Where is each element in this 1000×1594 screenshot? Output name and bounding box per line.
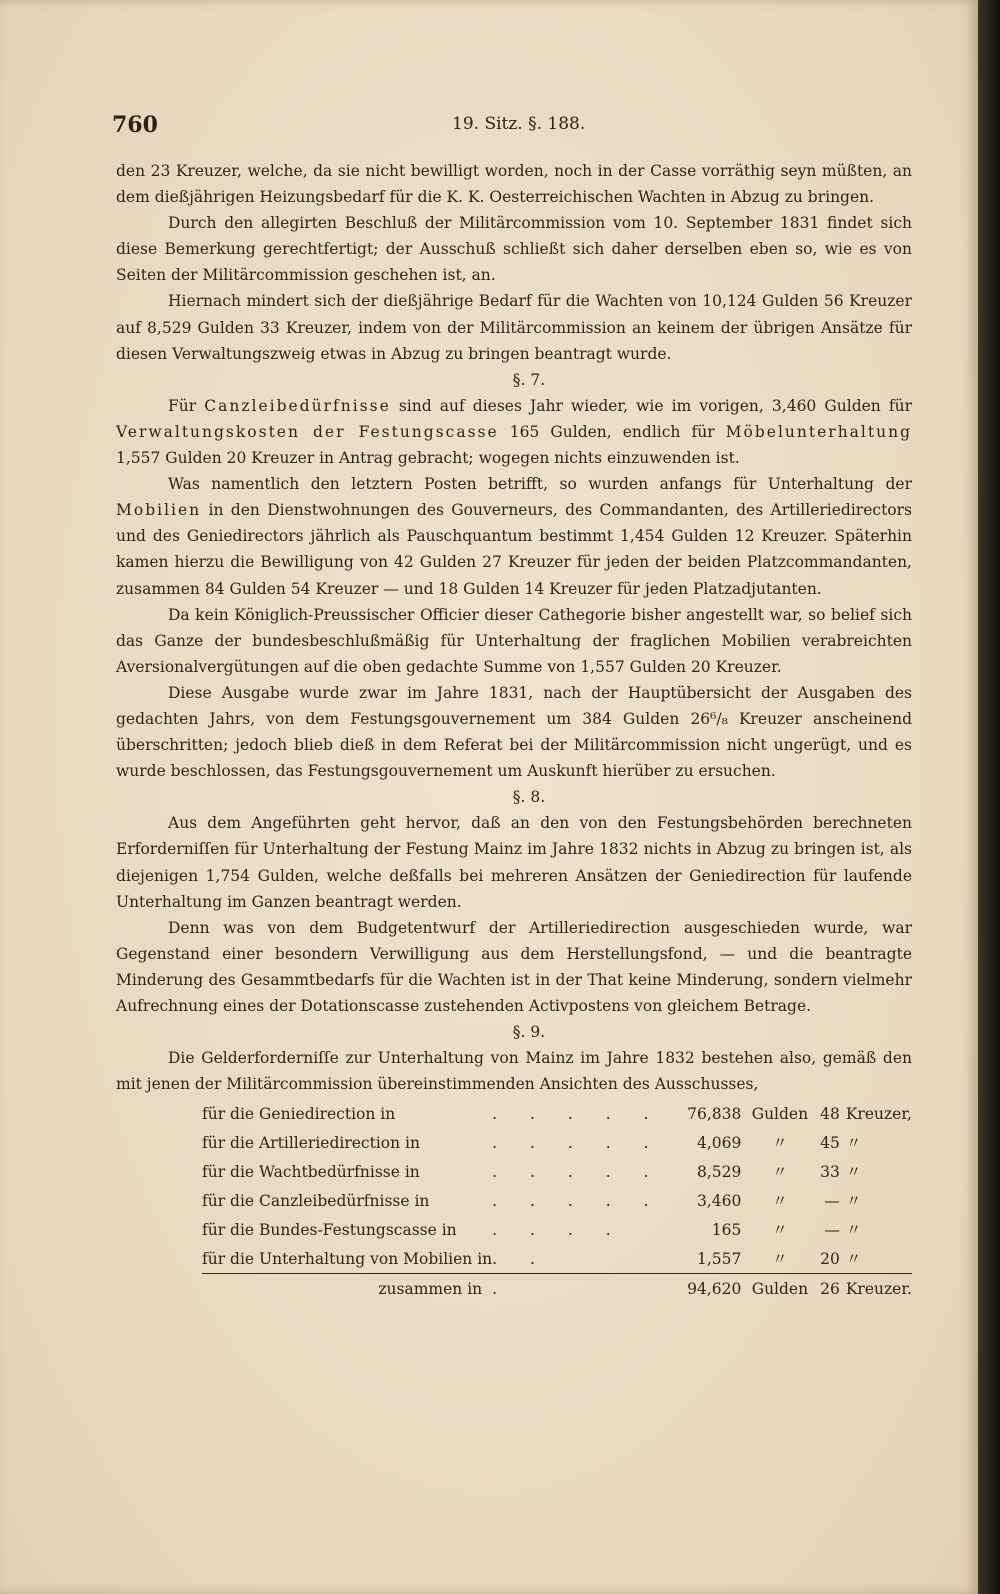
amount-gulden: 3,460 xyxy=(697,1191,742,1210)
amount-kreuzer: 33 xyxy=(820,1162,840,1181)
row-label: für die Bundes-Festungscasse in xyxy=(202,1220,457,1239)
row-label: für die Canzleibedürfnisse in xyxy=(202,1191,430,1210)
section-heading-7: §. 7. xyxy=(512,370,546,389)
total-kreuzer: 26 xyxy=(810,1274,845,1304)
row-label: für die Artilleriedirection in xyxy=(202,1133,420,1152)
book-edge xyxy=(978,0,1000,1594)
unit-kreuzer: 〃 xyxy=(845,1133,862,1152)
page-number: 760 xyxy=(112,112,158,138)
leader-dots: . xyxy=(492,1274,667,1304)
unit-kreuzer: 〃 xyxy=(845,1162,862,1181)
amount-gulden: 165 xyxy=(711,1220,742,1239)
text-run: in den Dienstwohnungen des Gouverneurs, des Commandanten, des Artilleriedirectors und des Geniedirectors jährlich als Pauschquantum bestimmt 1,454 Gulden 12 Kreuzer. Späterhin kamen hierzu die Bewilligung von 42 Gulden 27 Kreuzer für jeden der beiden Platzcommandanten, zusammen 84 Gulden 54 Kreuzer — und 18 Gulden 14 Kreuzer für jeden Platzadjutanten. xyxy=(116,501,912,598)
amount-gulden: 8,529 xyxy=(697,1162,742,1181)
row-label: für die Unterhaltung von Mobilien in xyxy=(202,1249,493,1268)
unit-gulden: Gulden xyxy=(751,1104,809,1123)
leader-dots: . . . . xyxy=(492,1220,625,1239)
unit-gulden: Gulden xyxy=(749,1274,810,1304)
leader-dots: . . . . . xyxy=(492,1191,663,1210)
leader-dots: . . xyxy=(492,1249,549,1268)
paragraph: Denn was von dem Budgetentwurf der Artilleriedirection ausgeschieden wurde, war Gegenstand einer besondern Verwilligung aus dem Herstellungsfond, — und die beantragte Minderung des Gesammtbedarfs für die Wachten ist in der That keine Minderung, sondern vielmehr Aufrechnung eines der Dotationscasse zustehenden Activpostens von gleichem Betrage. xyxy=(116,918,912,1015)
table-row xyxy=(202,1157,912,1186)
leader-dots: . . . . . xyxy=(492,1133,663,1152)
total-label: zusammen in xyxy=(202,1274,492,1304)
section-heading-8: §. 8. xyxy=(512,788,546,807)
amount-gulden: 1,557 xyxy=(697,1249,742,1268)
budget-table xyxy=(202,1099,912,1303)
paragraph xyxy=(116,393,912,471)
unit-gulden: 〃 xyxy=(772,1133,788,1152)
amount-kreuzer: — xyxy=(824,1191,840,1210)
paragraph xyxy=(116,471,912,601)
spaced-term: Mobilien xyxy=(116,501,202,520)
running-head: 19. Sitz. §. 188. xyxy=(452,114,586,134)
leader-dots: . . . . . xyxy=(492,1162,663,1181)
unit-gulden: 〃 xyxy=(772,1220,788,1239)
row-label: für die Geniedirection in xyxy=(202,1104,396,1123)
amount-kreuzer: 45 xyxy=(820,1133,840,1152)
table-row xyxy=(202,1128,912,1157)
total-gulden: 94,620 xyxy=(667,1274,749,1304)
paragraph: Hiernach mindert sich der dießjährige Bedarf für die Wachten von 10,124 Gulden 56 Kreuzer auf 8,529 Gulden 33 Kreuzer, indem von der Militärcommission an keinem der übrigen Ansätze für diesen Verwaltungszweig etwas in Abzug zu bringen beantragt wurde. xyxy=(116,292,912,363)
text-run: sind auf dieses Jahr wieder, wie im vorigen, 3,460 Gulden für xyxy=(390,396,912,415)
amount-kreuzer: — xyxy=(824,1220,840,1239)
amount-gulden: 76,838 xyxy=(687,1104,742,1123)
section-heading-9: §. 9. xyxy=(512,1023,546,1042)
paragraph: Diese Ausgabe wurde zwar im Jahre 1831, nach der Hauptübersicht der Ausgaben des gedachten Jahrs, von dem Festungsgouvernement um 384 Gulden 26⁶/₈ Kreuzer anscheinend überschritten; jedoch blieb dieß in dem Referat bei der Militärcommission nicht ungerügt, und es wurde beschlossen, das Festungsgouvernement um Auskunft hierüber zu ersuchen. xyxy=(116,683,912,781)
paragraph: Da kein Königlich-Preussischer Officier dieser Cathegorie bisher angestellt war, so belief sich das Ganze der bundesbeschlußmäßig für Unterhaltung der fraglichen Mobilien verabreichten Aversionalvergütungen auf die oben gedachte Summe von 1,557 Gulden 20 Kreuzer. xyxy=(116,605,912,676)
paragraph: den 23 Kreuzer, welche, da sie nicht bewilligt worden, noch in der Casse vorräthig seyn müßten, an dem dießjährigen Heizungsbedarf für die K. K. Oesterreichischen Wachten in Abzug zu bringen. xyxy=(116,162,912,207)
text-run: Für xyxy=(168,396,205,415)
text-run: Was namentlich den letztern Posten betrifft, so wurden anfangs für Unterhaltung der xyxy=(168,475,912,494)
spaced-term: Canzleibedürfnisse xyxy=(204,396,391,415)
table-row xyxy=(202,1099,912,1128)
paragraph: Aus dem Angeführten geht hervor, daß an den von den Festungsbehörden berechneten Erforderniſſen für Unterhaltung der Festung Mainz im Jahre 1832 nichts in Abzug zu bringen ist, als diejenigen 1,754 Gulden, welche deßfalls bei mehreren Ansätzen der Geniedirection für laufende Unterhaltung im Ganzen beantragt werden. xyxy=(116,814,912,911)
amount-kreuzer: 48 xyxy=(820,1104,840,1123)
unit-gulden: 〃 xyxy=(772,1249,788,1268)
page-body xyxy=(116,158,912,1303)
unit-kreuzer: Kreuzer. xyxy=(846,1274,912,1304)
unit-kreuzer: 〃 xyxy=(845,1191,862,1210)
table-row xyxy=(202,1215,912,1244)
table-row xyxy=(202,1244,912,1274)
page-header xyxy=(112,112,912,146)
paragraph: Durch den allegirten Beschluß der Militärcommission vom 10. September 1831 findet sich diese Bemerkung gerechtfertigt; der Ausschuß schließt sich daher derselben eben so, wie es von Seiten der Militärcommission geschehen ist, an. xyxy=(116,214,912,285)
text-run: 1,557 Gulden 20 Kreuzer in Antrag gebracht; wogegen nichts einzuwenden ist. xyxy=(116,449,740,468)
unit-kreuzer: Kreuzer, xyxy=(845,1104,912,1123)
unit-kreuzer: 〃 xyxy=(845,1249,862,1268)
spaced-term: Verwaltungskosten der Festungscasse xyxy=(116,422,499,441)
paragraph: Die Gelderforderniſſe zur Unterhaltung von Mainz im Jahre 1832 bestehen also, gemäß den mit jenen der Militärcommission übereinstimmenden Ansichten des Ausschusses, xyxy=(116,1049,912,1094)
unit-gulden: 〃 xyxy=(772,1162,788,1181)
text-run: 165 Gulden, endlich für xyxy=(498,422,726,441)
unit-gulden: 〃 xyxy=(772,1191,788,1210)
total-row xyxy=(202,1274,912,1304)
unit-kreuzer: 〃 xyxy=(845,1220,862,1239)
spaced-term: Möbelunterhaltung xyxy=(725,422,912,441)
leader-dots: . . . . . xyxy=(492,1104,663,1123)
amount-kreuzer: 20 xyxy=(820,1249,840,1268)
table-row xyxy=(202,1186,912,1215)
amount-gulden: 4,069 xyxy=(697,1133,742,1152)
row-label: für die Wachtbedürfnisse in xyxy=(202,1162,420,1181)
